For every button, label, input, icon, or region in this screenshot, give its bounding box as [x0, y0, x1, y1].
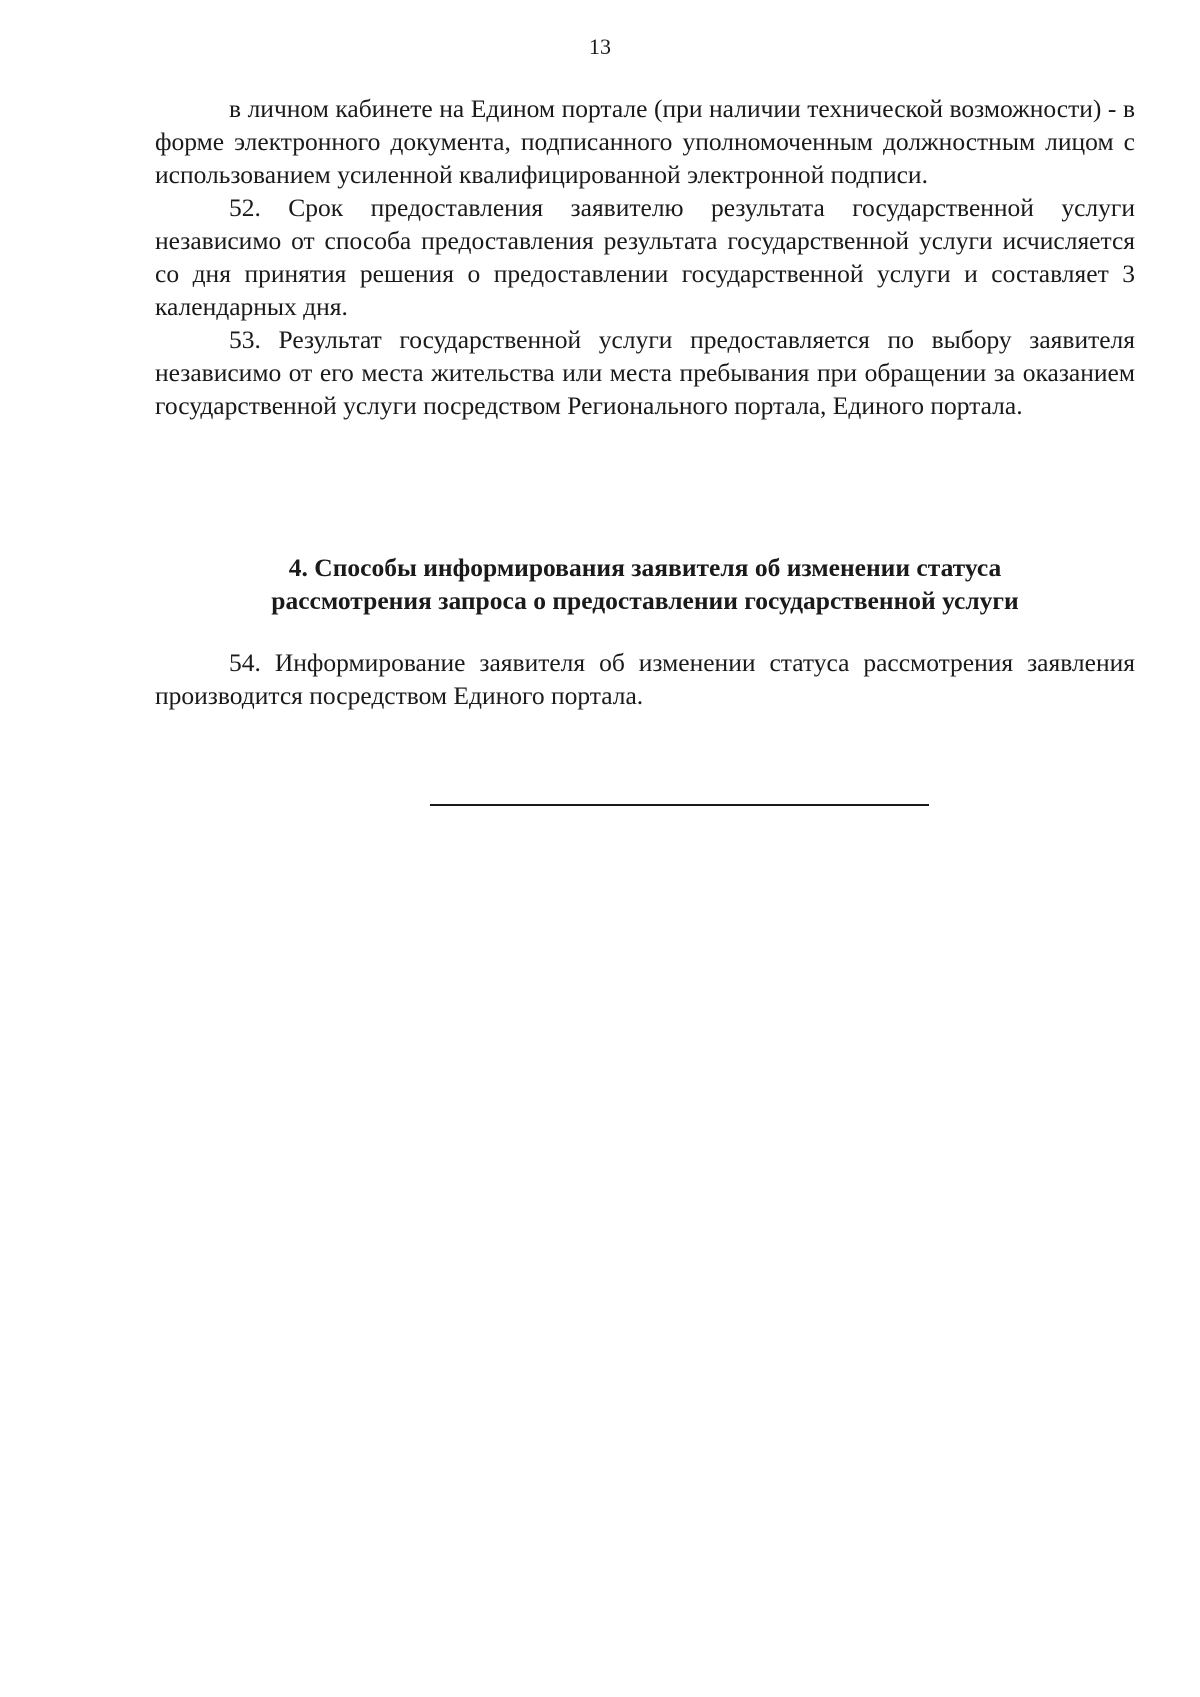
- paragraph-continuation: в личном кабинете на Едином портале (при наличии технической возможности) - в форме электронного документа, подписанного уполномоченным должностным лицом с использованием усиленной квалифицированной электронной подписи.: [155, 94, 1135, 189]
- section-heading: [155, 551, 1135, 617]
- page-number: 13: [589, 34, 611, 59]
- end-separator-line: [430, 804, 929, 806]
- section-heading-line-2: рассмотрения запроса о предоставлении государственной услуги: [271, 586, 1019, 615]
- section-heading-line-1: 4. Способы информирования заявителя об изменении статуса: [288, 553, 1002, 582]
- body-text-top: [155, 92, 1135, 422]
- paragraph-52: 52. Срок предоставления заявителю результата государственной услуги независимо от способа предоставления результата государственной услуги исчисляется со дня принятия решения о предоставлении государственной услуги и составляет 3 календарных дня.: [155, 193, 1135, 321]
- body-text-bottom: [155, 646, 1135, 712]
- paragraph-53: 53. Результат государственной услуги предоставляется по выбору заявителя независимо от его места жительства или места пребывания при обращении за оказанием государственной услуги посредством Регионального портала, Единого портала.: [155, 325, 1135, 420]
- paragraph-54: 54. Информирование заявителя об изменении статуса рассмотрения заявления производится посредством Единого портала.: [155, 648, 1135, 710]
